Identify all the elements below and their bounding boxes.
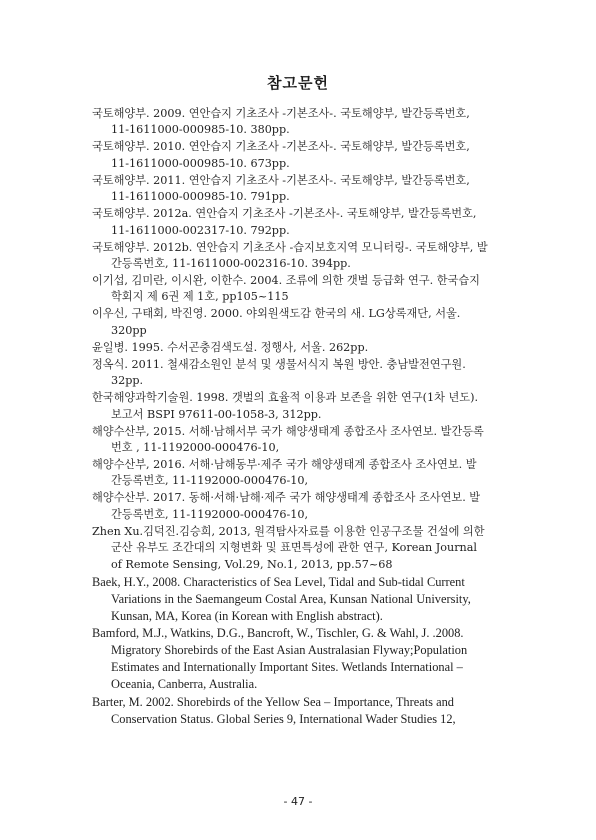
reference-entry [73, 173, 523, 206]
reference-entry [73, 390, 523, 423]
reference-line: Variations in the Saemangeum Costal Area, Kunsan National University, [111, 591, 471, 606]
reference-line: 11-1611000-000985-10. 791pp. [111, 190, 290, 204]
reference-line: Zhen Xu.김덕진.김승희, 2013, 원격탐사자료를 이용한 인공구조물 건설에 의한 [92, 524, 485, 538]
reference-line: Barter, M. 2002. Shorebirds of the Yellow Sea – Importance, Threats and [92, 694, 454, 709]
reference-line: 보고서 BSPI 97611-00-1058-3, 312pp. [111, 407, 322, 421]
reference-line: 11-1611000-000985-10. 673pp. [111, 156, 290, 170]
reference-entry [73, 340, 523, 356]
reference-line: 윤일병. 1995. 수서곤충검색도설. 정행사, 서울. 262pp. [92, 340, 369, 354]
reference-line: 32pp. [111, 374, 144, 388]
reference-line: Kunsan, MA, Korea (in Korean with English abstract). [111, 608, 383, 623]
reference-line: 간등록번호, 11-1192000-000476-10, [111, 474, 309, 488]
reference-entry [73, 206, 523, 239]
reference-line: Baek, H.Y., 2008. Characteristics of Sea Level, Tidal and Sub-tidal Current [92, 574, 465, 589]
reference-line: 간등록번호, 11-1192000-000476-10, [111, 507, 309, 521]
reference-entry [73, 306, 523, 339]
reference-line: 간등록번호, 11-1611000-002316-10. 394pp. [111, 257, 351, 271]
reference-line: Bamford, M.J., Watkins, D.G., Bancroft, W., Tischler, G. & Wahl, J. .2008. [92, 626, 464, 641]
reference-line: 번호 , 11-1192000-000476-10, [111, 441, 280, 455]
reference-line: 정옥식. 2011. 철새감소원인 분석 및 생물서식지 복원 방안. 충남발전연구원. [92, 357, 466, 371]
reference-line: 국토해양부. 2012a. 연안습지 기초조사 -기본조사-. 국토해양부, 발간등록번호, [92, 207, 477, 221]
page-number: - 47 - [283, 795, 313, 808]
reference-line: 국토해양부. 2012b. 연안습지 기초조사 -습지보호지역 모니터링-. 국토해양부, 발 [92, 240, 488, 254]
reference-list [73, 106, 523, 728]
reference-line: 국토해양부. 2011. 연안습지 기초조사 -기본조사-. 국토해양부, 발간등록번호, [92, 173, 470, 187]
reference-line: 320pp [111, 323, 147, 337]
reference-line: of Remote Sensing, Vol.29, No.1, 2013, pp.57~68 [111, 557, 393, 571]
reference-line: 해양수산부, 2015. 서해·남해서부 국가 해양생태계 종합조사 조사연보. 발간등록 [92, 424, 484, 438]
reference-line: Migratory Shorebirds of the East Asian Australasian Flyway;Population [111, 643, 468, 658]
reference-line: 국토해양부. 2010. 연안습지 기초조사 -기본조사-. 국토해양부, 발간등록번호, [92, 140, 470, 154]
page-title: 참고문헌 [267, 74, 329, 92]
reference-line: 한국해양과학기술원. 1998. 갯벌의 효율적 이용과 보존을 위한 연구(1차 년도). [92, 391, 479, 405]
reference-entry [73, 490, 523, 523]
reference-entry [73, 273, 523, 306]
reference-entry [73, 625, 523, 693]
reference-line: Conservation Status. Global Series 9, International Wader Studies 12, [111, 711, 456, 726]
reference-entry [73, 240, 523, 273]
reference-entry [73, 424, 523, 457]
reference-entry [73, 574, 523, 625]
reference-line: 군산 유부도 조간대의 지형변화 및 표면특성에 관한 연구, Korean Journal [111, 541, 477, 555]
reference-entry [73, 524, 523, 573]
reference-line: 11-1611000-000985-10. 380pp. [111, 123, 290, 137]
reference-line: 학회지 제 6권 제 1호, pp105~115 [111, 290, 289, 304]
reference-line: 해양수산부. 2017. 동해·서해·남해·제주 국가 해양생태계 종합조사 조사연보. 발 [92, 491, 481, 505]
reference-line: 해양수산부, 2016. 서해·남해동부·제주 국가 해양생태계 종합조사 조사연보. 발 [92, 458, 477, 472]
reference-line: 국토해양부. 2009. 연안습지 기초조사 -기본조사-. 국토해양부, 발간등록번호, [92, 107, 470, 120]
reference-line: 이기섭, 김미란, 이시완, 이한수. 2004. 조류에 의한 갯벌 등급화 연구. 한국습지 [92, 274, 480, 288]
reference-line: Estimates and Internationally Important Sites. Wetlands International – [111, 660, 463, 675]
reference-line: 11-1611000-002317-10. 792pp. [111, 223, 290, 237]
reference-entry [73, 457, 523, 490]
reference-line: 이우신, 구태회, 박진영. 2000. 야외원색도감 한국의 새. LG상록재단, 서울. [92, 307, 461, 321]
reference-entry [73, 139, 523, 172]
reference-line: Oceania, Canberra, Australia. [111, 677, 258, 692]
reference-entry [73, 357, 523, 390]
reference-entry [73, 106, 523, 139]
reference-entry [73, 694, 523, 728]
